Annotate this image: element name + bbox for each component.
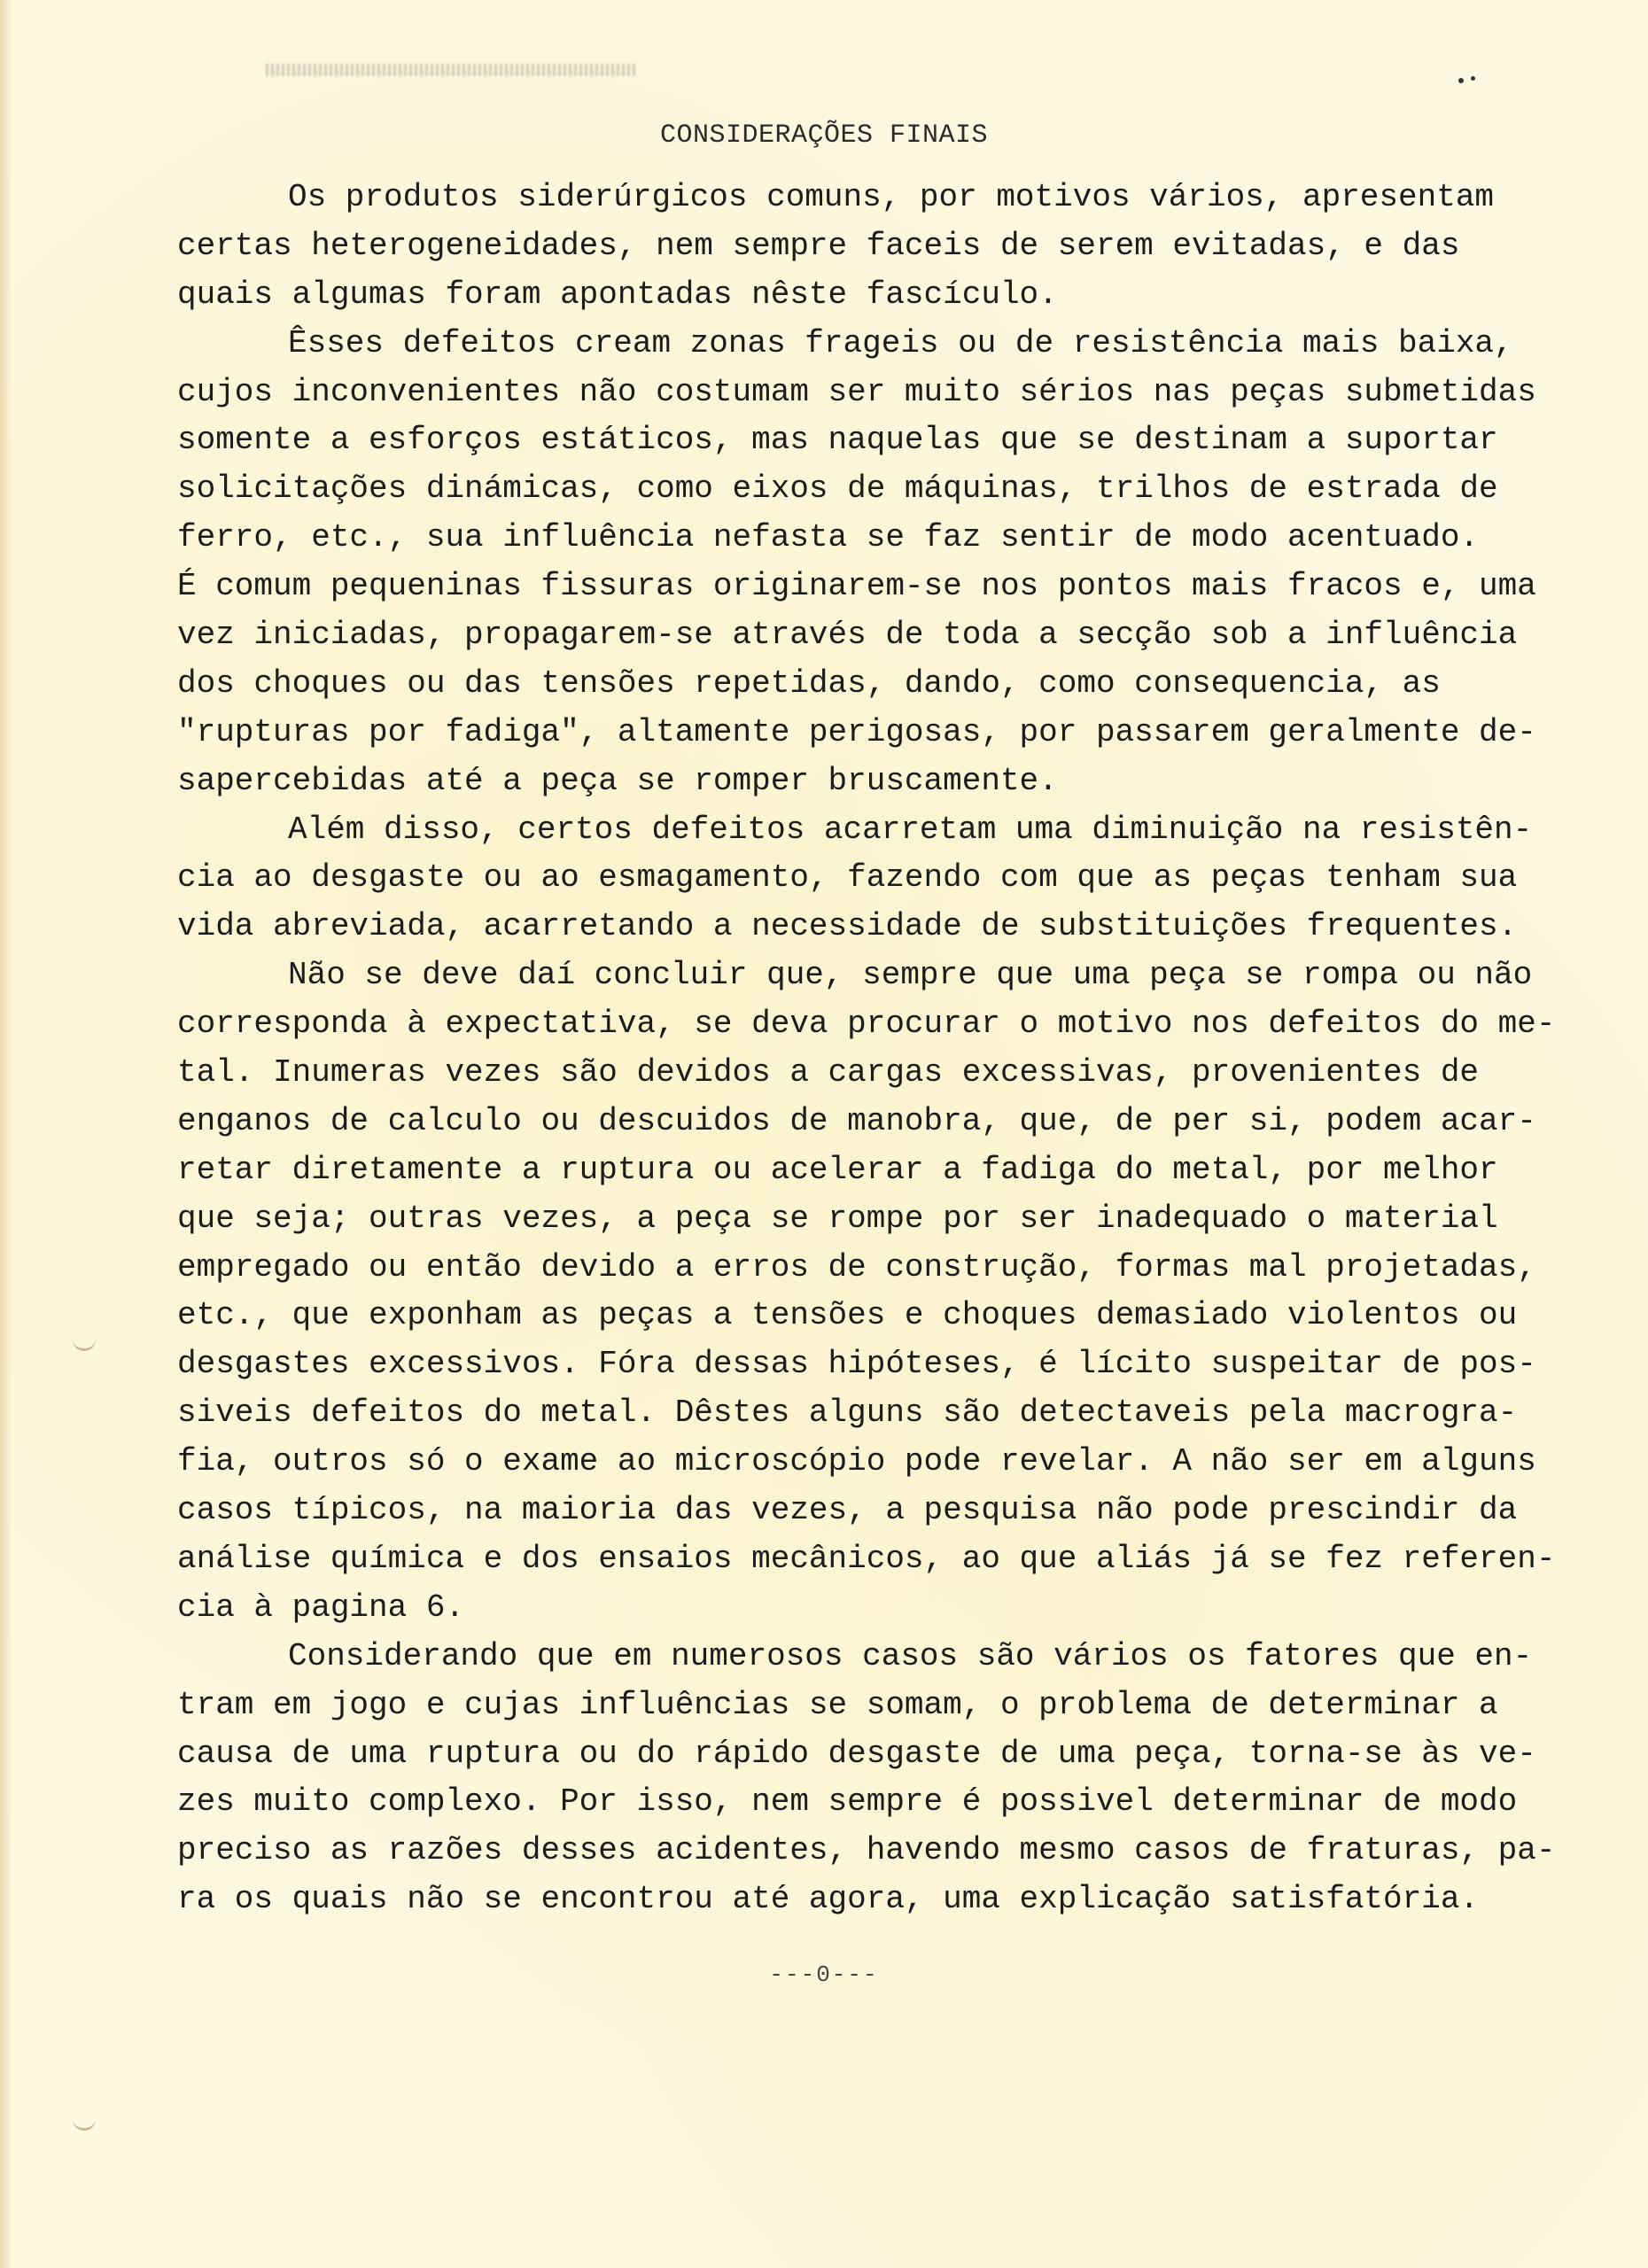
- text-line: retar diretamente a ruptura ou acelerar a fadiga do metal, por melhor: [177, 1151, 1498, 1188]
- text-line: causa de uma ruptura ou do rápido desgaste de uma peça, torna-se às ve-: [177, 1735, 1536, 1772]
- text-line: Além disso, certos defeitos acarretam uma diminuição na resistên-: [288, 811, 1533, 848]
- text-line: fia, outros só o exame ao microscópio pode revelar. A não ser em alguns: [177, 1443, 1536, 1480]
- text-line: enganos de calculo ou descuidos de manobra, que, de per si, podem acar-: [177, 1102, 1536, 1139]
- text-line: siveis defeitos do metal. Dêstes alguns são detectaveis pela macrogra-: [177, 1394, 1518, 1432]
- text-line: certas heterogeneidades, nem sempre faceis de serem evitadas, e das: [177, 227, 1460, 264]
- text-line: preciso as razões desses acidentes, havendo mesmo casos de fraturas, pa-: [177, 1832, 1556, 1869]
- text-line: etc., que exponham as peças a tensões e choques demasiado violentos ou: [177, 1297, 1518, 1334]
- text-line: Não se deve daí concluir que, sempre que uma peça se rompa ou não: [288, 957, 1533, 994]
- text-line: ferro, etc., sua influência nefasta se faz sentir de modo acentuado.: [177, 519, 1480, 556]
- text-line: É comum pequeninas fissuras originarem-se nos pontos mais fracos e, uma: [177, 568, 1536, 605]
- punch-hole-mark: [73, 2117, 96, 2131]
- text-line: cujos inconvenientes não costumam ser muito sérios nas peças submetidas: [177, 373, 1536, 410]
- text-line: Considerando que em numerosos casos são vários os fatores que en-: [288, 1637, 1533, 1674]
- text-line: desgastes excessivos. Fóra dessas hipóteses, é lícito suspeitar de pos-: [177, 1346, 1536, 1383]
- body-text: [177, 174, 1577, 1924]
- faded-header-smudge: [266, 64, 638, 76]
- page-number-mark: [1453, 73, 1480, 87]
- text-line: zes muito complexo. Por isso, nem sempre é possivel determinar de modo: [177, 1783, 1518, 1821]
- punch-hole-mark: [73, 1338, 96, 1351]
- text-line: corresponda à expectativa, se deva procurar o motivo nos defeitos do me-: [177, 1006, 1556, 1043]
- text-line: dos choques ou das tensões repetidas, dando, como consequencia, as: [177, 664, 1441, 702]
- text-line: ra os quais não se encontrou até agora, uma explicação satisfatória.: [177, 1881, 1480, 1918]
- text-line: Os produtos siderúrgicos comuns, por motivos vários, apresentam: [288, 179, 1495, 215]
- text-line: casos típicos, na maioria das vezes, a pesquisa não pode prescindir da: [177, 1492, 1518, 1529]
- text-line: vida abreviada, acarretando a necessidade de substituições frequentes.: [177, 908, 1518, 945]
- text-line: quais algumas foram apontadas nêste fascículo.: [177, 276, 1058, 313]
- text-line: "rupturas por fadiga", altamente perigosas, por passarem geralmente de-: [177, 713, 1536, 750]
- text-line: empregado ou então devido a erros de construção, formas mal projetadas,: [177, 1248, 1536, 1285]
- text-line: cia à pagina 6.: [177, 1588, 465, 1626]
- text-line: solicitações dinámicas, como eixos de máquinas, trilhos de estrada de: [177, 470, 1498, 508]
- page-title: CONSIDERAÇÕES FINAIS: [659, 120, 989, 151]
- text-line: vez iniciadas, propagarem-se através de toda a secção sob a influência: [177, 617, 1518, 654]
- text-line: tram em jogo e cujas influências se somam, o problema de determinar a: [177, 1686, 1498, 1723]
- text-line: Êsses defeitos cream zonas frageis ou de resistência mais baixa,: [288, 324, 1513, 361]
- text-line: tal. Inumeras vezes são devidos a cargas excessivas, provenientes de: [177, 1054, 1480, 1091]
- text-line: sapercebidas até a peça se romper bruscamente.: [177, 762, 1058, 799]
- text-line: análise química e dos ensaios mecânicos, ao que aliás já se fez referen-: [177, 1540, 1556, 1577]
- section-end-mark: ---0---: [769, 1961, 879, 1988]
- text-line: somente a esforços estáticos, mas naquelas que se destinam a suportar: [177, 422, 1498, 459]
- text-line: que seja; outras vezes, a peça se rompe por ser inadequado o material: [177, 1200, 1498, 1237]
- text-line: cia ao desgaste ou ao esmagamento, fazendo com que as peças tenham sua: [177, 859, 1518, 897]
- paper-edge-stain: [0, 0, 12, 2268]
